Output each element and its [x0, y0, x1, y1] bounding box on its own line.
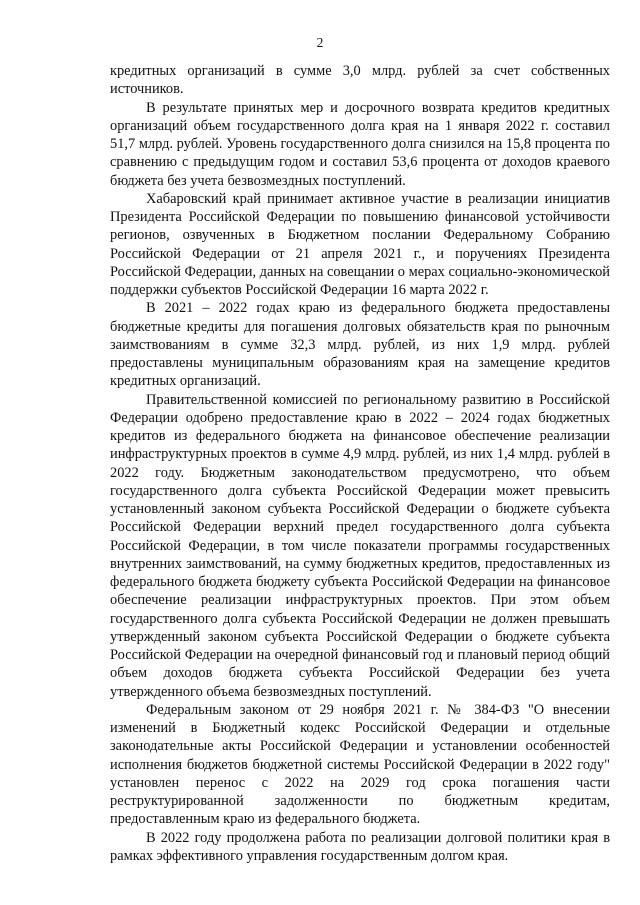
document-body [110, 62, 610, 865]
paragraph-debt-policy: В 2022 году продолжена работа по реализации долговой политики края в рамках эффективного управления государственным долгом края. [110, 829, 610, 864]
paragraph-budget-credits: В 2021 – 2022 годах краю из федерального бюджета предоставлены бюджетные кредиты для погашения долговых обязательств края по рыночным заимствованиям в сумме 32,3 млрд. рублей, из них 1,9 млрд. рублей предоставлены муниципальным образованиям края на замещение кредитов кредитных организаций. [110, 300, 610, 390]
paragraph-presidential-initiatives: Хабаровский край принимает активное участие в реализации инициатив Президента Российской Федерации по повышению финансовой устойчивости регионов, озвученных в Бюджетном послании Федеральному Собранию Российской Федерации от 21 апреля 2021 г., и поручениях Президента Российской Федерации, данных на совещании о мерах социально-экономической поддержки субъектов Российской Федерации 16 марта 2022 г. [110, 190, 610, 298]
paragraph-infrastructure-credits: Правительственной комиссией по региональному развитию в Российской Федерации одобрено предоставление краю в 2022 – 2024 годах бюджетных кредитов из федерального бюджета на финансовое обеспечение реализации инфраструктурных проектов в сумме 4,9 млрд. рублей, из них 1,4 млрд. рублей в 2022 году. Бюджетным законодательством предусмотрено, что объем государственного долга субъекта Российской Федерации может превысить установленный законом субъекта Российской Федерации о бюджете субъекта Российской Федерации верхний предел государственного долга субъекта Российской Федерации, в том числе показатели программы государственных внутренних заимствований, на сумму бюджетных кредитов, предоставленных из федерального бюджета бюджету субъекта Российской Федерации на финансовое обеспечение реализации инфраструктурных проектов. При этом объем государственного долга субъекта Российской Федерации не должен превышать утвержденный законом субъекта Российской Федерации о бюджете субъекта Российской Федерации на очередной финансовый год и плановый период общий объем доходов бюджета субъекта Российской Федерации без учета утвержденного объема безвозмездных поступлений. [110, 391, 610, 700]
paragraph-federal-law: Федеральным законом от 29 ноября 2021 г. № 384-ФЗ "О внесении изменений в Бюджетный кодекс Российской Федерации и отдельные законодательные акты Российской Федерации и установлении особенностей исполнения бюджетов бюджетной системы Российской Федерации в 2022 году" установлен перенос с 2022 на 2029 год срока погашения части реструктурированной задолженности по бюджетным кредитам, предоставленным краю из федерального бюджета. [110, 701, 610, 828]
page-number: 2 [316, 35, 324, 50]
paragraph-continuation: кредитных организаций в сумме 3,0 млрд. рублей за счет собственных источников. [110, 63, 610, 98]
paragraph-debt-volume: В результате принятых мер и досрочного возврата кредитов кредитных организаций объем государственного долга края на 1 января 2022 г. составил 51,7 млрд. рублей. Уровень государственного долга снизился на 15,8 процента по сравнению с предыдущим годом и составил 53,6 процента от доходов краевого бюджета без учета безвозмездных поступлений. [110, 99, 610, 189]
